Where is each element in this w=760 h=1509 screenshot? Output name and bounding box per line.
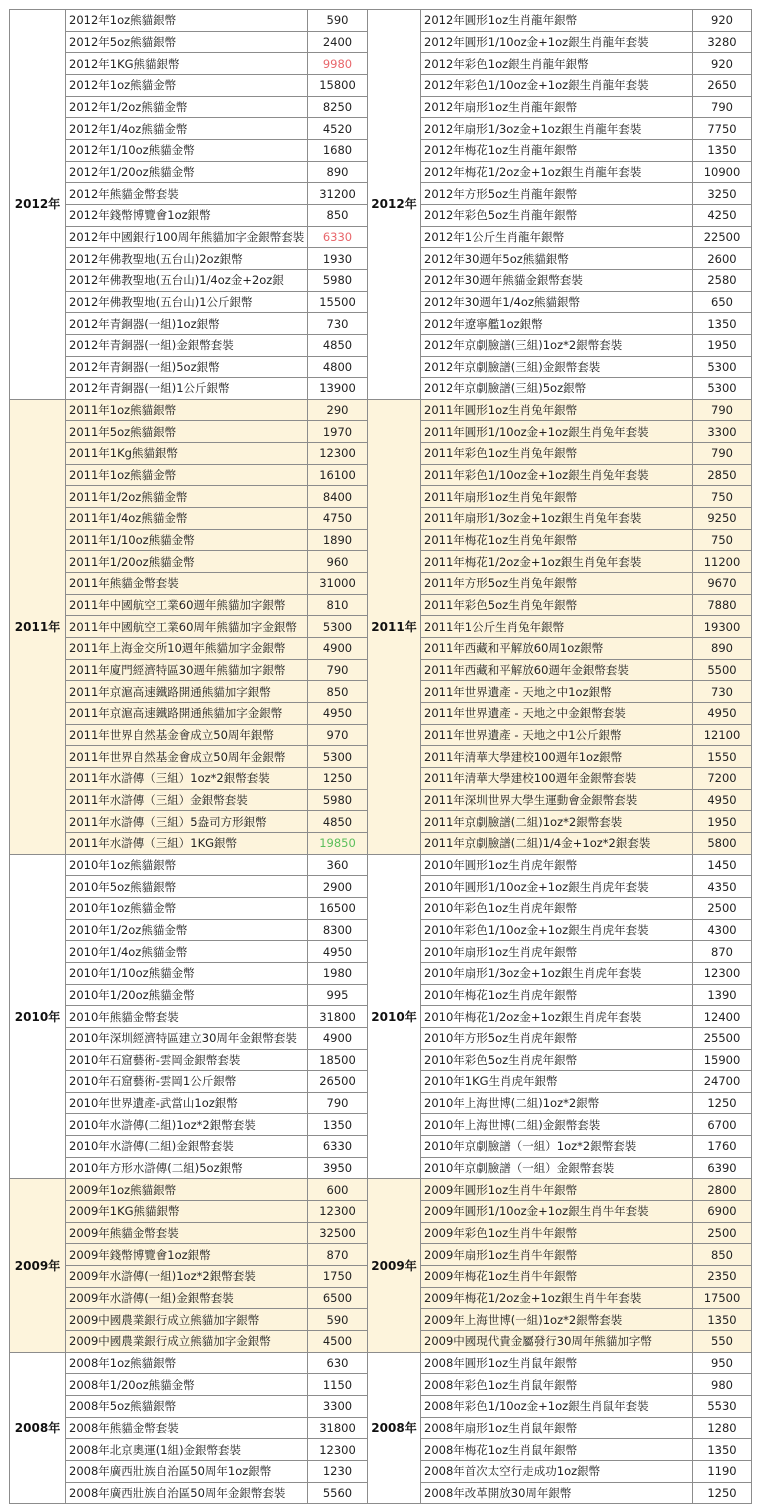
right-coin-price: 25500	[693, 1027, 752, 1049]
right-coin-price: 6700	[693, 1114, 752, 1136]
left-coin-price: 590	[308, 1309, 368, 1331]
right-coin-price: 7200	[693, 767, 752, 789]
right-coin-name: 2012年30週年1/4oz熊貓銀幣	[421, 291, 693, 313]
left-coin-price: 870	[308, 1244, 368, 1266]
left-coin-name: 2011年世界自然基金會成立50周年銀幣	[66, 724, 308, 746]
left-coin-name: 2012年1KG熊貓銀幣	[66, 53, 308, 75]
right-coin-name: 2010年梅花1/2oz金+1oz銀生肖虎年套裝	[421, 1006, 693, 1028]
table-row	[10, 1179, 752, 1201]
left-coin-price: 8400	[308, 486, 368, 508]
right-year-cell: 2009年	[368, 1179, 421, 1352]
right-coin-name: 2008年圓形1oz生肖鼠年銀幣	[421, 1352, 693, 1374]
left-coin-name: 2011年中國航空工業60周年熊貓加字金銀幣	[66, 616, 308, 638]
right-coin-name: 2011年京劇臉譜(二組)1oz*2銀幣套裝	[421, 811, 693, 833]
right-coin-name: 2012年扇形1/3oz金+1oz銀生肖龍年套裝	[421, 118, 693, 140]
right-coin-name: 2008年改革開放30周年銀幣	[421, 1482, 693, 1504]
left-coin-price: 790	[308, 1092, 368, 1114]
right-coin-price: 9250	[693, 508, 752, 530]
right-coin-price: 550	[693, 1331, 752, 1353]
left-coin-name: 2011年熊貓金幣套裝	[66, 573, 308, 595]
right-coin-price: 1760	[693, 1136, 752, 1158]
right-coin-name: 2008年彩色1/10oz金+1oz銀生肖鼠年套裝	[421, 1396, 693, 1418]
left-coin-name: 2012年1/20oz熊貓金幣	[66, 161, 308, 183]
right-coin-price: 1350	[693, 313, 752, 335]
left-coin-name: 2012年青銅器(一組)1公斤銀幣	[66, 378, 308, 400]
left-coin-name: 2008年1/20oz熊貓金幣	[66, 1374, 308, 1396]
right-coin-price: 7750	[693, 118, 752, 140]
left-coin-price: 1230	[308, 1460, 368, 1482]
left-coin-price: 5560	[308, 1482, 368, 1504]
right-year-cell: 2010年	[368, 854, 421, 1179]
left-coin-name: 2009年錢幣博覽會1oz銀幣	[66, 1244, 308, 1266]
left-coin-price: 8250	[308, 96, 368, 118]
right-coin-name: 2011年世界遺產 - 天地之中1公斤銀幣	[421, 724, 693, 746]
right-coin-price: 1350	[693, 1439, 752, 1461]
left-coin-name: 2012年1/2oz熊貓金幣	[66, 96, 308, 118]
right-coin-price: 1550	[693, 746, 752, 768]
table-row	[10, 399, 752, 421]
right-coin-name: 2010年彩色5oz生肖虎年銀幣	[421, 1049, 693, 1071]
left-coin-price: 970	[308, 724, 368, 746]
left-coin-price: 31200	[308, 183, 368, 205]
right-coin-name: 2012年京劇臉譜(三組)5oz銀幣	[421, 378, 693, 400]
left-coin-price: 4800	[308, 356, 368, 378]
right-coin-price: 1950	[693, 334, 752, 356]
left-coin-name: 2012年錢幣博覽會1oz銀幣	[66, 204, 308, 226]
right-coin-price: 12400	[693, 1006, 752, 1028]
right-coin-price: 2650	[693, 74, 752, 96]
left-coin-price: 4950	[308, 703, 368, 725]
left-coin-price: 730	[308, 313, 368, 335]
right-coin-price: 890	[693, 638, 752, 660]
left-coin-price: 630	[308, 1352, 368, 1374]
right-coin-price: 2580	[693, 269, 752, 291]
right-coin-price: 1950	[693, 811, 752, 833]
right-coin-price: 24700	[693, 1071, 752, 1093]
left-coin-name: 2011年1/2oz熊貓金幣	[66, 486, 308, 508]
left-year-cell: 2012年	[10, 10, 66, 400]
right-coin-name: 2010年圓形1/10oz金+1oz銀生肖虎年套裝	[421, 876, 693, 898]
left-coin-name: 2011年1Kg熊貓銀幣	[66, 443, 308, 465]
right-coin-name: 2008年梅花1oz生肖鼠年銀幣	[421, 1439, 693, 1461]
right-coin-price: 2800	[693, 1179, 752, 1201]
left-coin-name: 2011年水滸傳（三組）5盎司方形銀幣	[66, 811, 308, 833]
right-coin-name: 2011年世界遺產 - 天地之中金銀幣套裝	[421, 703, 693, 725]
left-coin-price: 31800	[308, 1417, 368, 1439]
right-coin-name: 2010年1KG生肖虎年銀幣	[421, 1071, 693, 1093]
left-coin-name: 2009年熊貓金幣套裝	[66, 1222, 308, 1244]
left-coin-price: 32500	[308, 1222, 368, 1244]
left-year-cell: 2010年	[10, 854, 66, 1179]
left-coin-price: 4500	[308, 1331, 368, 1353]
right-coin-name: 2011年彩色5oz生肖兔年銀幣	[421, 594, 693, 616]
left-coin-name: 2011年廈門經濟特區30週年熊貓加字銀幣	[66, 659, 308, 681]
right-coin-price: 1390	[693, 984, 752, 1006]
left-coin-name: 2011年中國航空工業60週年熊貓加字銀幣	[66, 594, 308, 616]
right-coin-name: 2009年梅花1/2oz金+1oz銀生肖牛年套裝	[421, 1287, 693, 1309]
right-coin-name: 2008年首次太空行走成功1oz銀幣	[421, 1460, 693, 1482]
left-coin-price: 3950	[308, 1157, 368, 1179]
left-coin-price: 850	[308, 204, 368, 226]
left-coin-name: 2010年石窟藝術-雲岡金銀幣套裝	[66, 1049, 308, 1071]
left-coin-name: 2009年水滸傳(一組)1oz*2銀幣套裝	[66, 1266, 308, 1288]
left-coin-name: 2010年5oz熊貓銀幣	[66, 876, 308, 898]
right-coin-price: 12100	[693, 724, 752, 746]
right-coin-price: 4350	[693, 876, 752, 898]
right-coin-price: 1250	[693, 1092, 752, 1114]
left-coin-name: 2012年佛教聖地(五台山)1公斤銀幣	[66, 291, 308, 313]
right-coin-price: 1250	[693, 1482, 752, 1504]
right-coin-name: 2011年深圳世界大學生運動會金銀幣套裝	[421, 789, 693, 811]
left-coin-name: 2010年方形水滸傳(二組)5oz銀幣	[66, 1157, 308, 1179]
right-coin-price: 15900	[693, 1049, 752, 1071]
left-coin-name: 2010年1/4oz熊貓金幣	[66, 941, 308, 963]
right-coin-name: 2011年彩色1oz生肖兔年銀幣	[421, 443, 693, 465]
left-coin-price: 1750	[308, 1266, 368, 1288]
right-coin-name: 2012年彩色5oz生肖龍年銀幣	[421, 204, 693, 226]
left-coin-name: 2012年青銅器(一組)1oz銀幣	[66, 313, 308, 335]
left-coin-price: 12300	[308, 1439, 368, 1461]
left-coin-name: 2009中國農業銀行成立熊貓加字金銀幣	[66, 1331, 308, 1353]
right-coin-name: 2010年扇形1/3oz金+1oz銀生肖虎年套裝	[421, 962, 693, 984]
right-coin-price: 1350	[693, 1309, 752, 1331]
left-coin-name: 2010年世界遺產-武當山1oz銀幣	[66, 1092, 308, 1114]
right-coin-name: 2012年京劇臉譜(三組)金銀幣套裝	[421, 356, 693, 378]
left-coin-name: 2012年1/10oz熊貓金幣	[66, 139, 308, 161]
right-coin-price: 870	[693, 941, 752, 963]
left-coin-price: 15800	[308, 74, 368, 96]
left-coin-price: 1980	[308, 962, 368, 984]
right-coin-price: 750	[693, 529, 752, 551]
right-coin-name: 2010年上海世博(二組)金銀幣套裝	[421, 1114, 693, 1136]
right-coin-name: 2011年西藏和平解放60週年金銀幣套裝	[421, 659, 693, 681]
right-coin-name: 2009年上海世博(一組)1oz*2銀幣套裝	[421, 1309, 693, 1331]
left-coin-name: 2010年1oz熊貓銀幣	[66, 854, 308, 876]
left-coin-price: 8300	[308, 919, 368, 941]
left-coin-price: 995	[308, 984, 368, 1006]
right-coin-price: 2500	[693, 897, 752, 919]
right-coin-name: 2011年世界遺產 - 天地之中1oz銀幣	[421, 681, 693, 703]
right-coin-name: 2010年京劇臉譜（一組）金銀幣套裝	[421, 1157, 693, 1179]
right-coin-price: 850	[693, 1244, 752, 1266]
right-coin-price: 2500	[693, 1222, 752, 1244]
left-coin-price: 2900	[308, 876, 368, 898]
right-year-cell: 2011年	[368, 399, 421, 854]
left-coin-price: 1890	[308, 529, 368, 551]
right-coin-name: 2010年梅花1oz生肖虎年銀幣	[421, 984, 693, 1006]
left-coin-name: 2011年1/10oz熊貓金幣	[66, 529, 308, 551]
right-coin-name: 2012年圓形1/10oz金+1oz銀生肖龍年套裝	[421, 31, 693, 53]
left-coin-name: 2011年5oz熊貓銀幣	[66, 421, 308, 443]
left-coin-price: 2400	[308, 31, 368, 53]
left-coin-price: 890	[308, 161, 368, 183]
left-coin-price: 6330	[308, 226, 368, 248]
right-coin-price: 4250	[693, 204, 752, 226]
left-coin-name: 2012年佛教聖地(五台山)1/4oz金+2oz銀	[66, 269, 308, 291]
coin-price-table	[9, 9, 752, 1504]
left-coin-price: 31000	[308, 573, 368, 595]
left-year-cell: 2008年	[10, 1352, 66, 1504]
right-coin-price: 17500	[693, 1287, 752, 1309]
left-coin-name: 2012年1oz熊貓銀幣	[66, 10, 308, 32]
left-coin-name: 2012年佛教聖地(五台山)2oz銀幣	[66, 248, 308, 270]
right-coin-price: 4950	[693, 703, 752, 725]
right-coin-name: 2011年扇形1oz生肖兔年銀幣	[421, 486, 693, 508]
right-coin-name: 2012年扇形1oz生肖龍年銀幣	[421, 96, 693, 118]
right-coin-name: 2008年彩色1oz生肖鼠年銀幣	[421, 1374, 693, 1396]
left-coin-price: 4950	[308, 941, 368, 963]
left-coin-name: 2008年廣西壯族自治區50周年1oz銀幣	[66, 1460, 308, 1482]
right-coin-price: 1190	[693, 1460, 752, 1482]
right-coin-price: 790	[693, 399, 752, 421]
left-coin-price: 18500	[308, 1049, 368, 1071]
left-coin-price: 26500	[308, 1071, 368, 1093]
left-coin-price: 5300	[308, 616, 368, 638]
left-coin-name: 2011年京滬高速鐵路開通熊貓加字銀幣	[66, 681, 308, 703]
right-coin-price: 5500	[693, 659, 752, 681]
right-coin-price: 920	[693, 53, 752, 75]
left-coin-price: 4850	[308, 334, 368, 356]
right-coin-price: 650	[693, 291, 752, 313]
right-coin-name: 2010年上海世博(二組)1oz*2銀幣	[421, 1092, 693, 1114]
right-coin-name: 2009年圓形1oz生肖牛年銀幣	[421, 1179, 693, 1201]
right-coin-price: 22500	[693, 226, 752, 248]
right-coin-name: 2012年梅花1/2oz金+1oz銀生肖龍年套裝	[421, 161, 693, 183]
left-coin-price: 790	[308, 659, 368, 681]
left-coin-name: 2012年中國銀行100周年熊貓加字金銀幣套裝	[66, 226, 308, 248]
left-coin-price: 960	[308, 551, 368, 573]
left-coin-name: 2008年熊貓金幣套裝	[66, 1417, 308, 1439]
left-coin-name: 2011年1oz熊貓銀幣	[66, 399, 308, 421]
table-row	[10, 854, 752, 876]
right-coin-name: 2009年梅花1oz生肖牛年銀幣	[421, 1266, 693, 1288]
right-coin-name: 2010年扇形1oz生肖虎年銀幣	[421, 941, 693, 963]
left-coin-name: 2011年水滸傳（三組）1oz*2銀幣套裝	[66, 767, 308, 789]
right-coin-price: 5300	[693, 356, 752, 378]
right-coin-price: 4300	[693, 919, 752, 941]
right-coin-price: 920	[693, 10, 752, 32]
left-coin-name: 2010年1/2oz熊貓金幣	[66, 919, 308, 941]
left-coin-name: 2009年1KG熊貓銀幣	[66, 1201, 308, 1223]
right-coin-name: 2012年京劇臉譜(三組)1oz*2銀幣套裝	[421, 334, 693, 356]
left-coin-name: 2009中國農業銀行成立熊貓加字銀幣	[66, 1309, 308, 1331]
left-coin-name: 2012年青銅器(一組)金銀幣套裝	[66, 334, 308, 356]
right-coin-price: 4950	[693, 789, 752, 811]
left-coin-price: 12300	[308, 1201, 368, 1223]
right-coin-price: 730	[693, 681, 752, 703]
left-coin-price: 15500	[308, 291, 368, 313]
left-coin-name: 2011年水滸傳（三組）1KG銀幣	[66, 832, 308, 854]
right-coin-name: 2009年彩色1oz生肖牛年銀幣	[421, 1222, 693, 1244]
left-coin-price: 5300	[308, 746, 368, 768]
left-coin-price: 360	[308, 854, 368, 876]
left-coin-name: 2008年北京奧運(1組)金銀幣套裝	[66, 1439, 308, 1461]
left-coin-name: 2011年世界自然基金會成立50周年金銀幣	[66, 746, 308, 768]
right-coin-price: 950	[693, 1352, 752, 1374]
right-coin-name: 2010年圓形1oz生肖虎年銀幣	[421, 854, 693, 876]
left-coin-name: 2012年1oz熊貓金幣	[66, 74, 308, 96]
right-coin-name: 2010年彩色1oz生肖虎年銀幣	[421, 897, 693, 919]
left-coin-price: 1970	[308, 421, 368, 443]
right-coin-name: 2012年30週年熊貓金銀幣套裝	[421, 269, 693, 291]
left-coin-name: 2008年1oz熊貓銀幣	[66, 1352, 308, 1374]
left-coin-price: 31800	[308, 1006, 368, 1028]
right-coin-price: 2350	[693, 1266, 752, 1288]
left-coin-price: 5980	[308, 269, 368, 291]
right-coin-name: 2011年圓形1/10oz金+1oz銀生肖兔年套裝	[421, 421, 693, 443]
table-row	[10, 1352, 752, 1374]
right-coin-name: 2011年西藏和平解放60周1oz銀幣	[421, 638, 693, 660]
right-coin-name: 2011年京劇臉譜(二組)1/4金+1oz*2銀套裝	[421, 832, 693, 854]
right-coin-name: 2011年1公斤生肖兔年銀幣	[421, 616, 693, 638]
right-coin-name: 2011年梅花1/2oz金+1oz銀生肖兔年套裝	[421, 551, 693, 573]
right-coin-price: 790	[693, 443, 752, 465]
left-coin-price: 16100	[308, 464, 368, 486]
left-coin-price: 850	[308, 681, 368, 703]
left-coin-price: 290	[308, 399, 368, 421]
left-coin-name: 2008年5oz熊貓銀幣	[66, 1396, 308, 1418]
left-coin-name: 2010年熊貓金幣套裝	[66, 1006, 308, 1028]
right-coin-price: 750	[693, 486, 752, 508]
left-coin-name: 2011年水滸傳（三組）金銀幣套裝	[66, 789, 308, 811]
right-coin-price: 6390	[693, 1157, 752, 1179]
left-coin-name: 2012年5oz熊貓銀幣	[66, 31, 308, 53]
left-coin-name: 2012年熊貓金幣套裝	[66, 183, 308, 205]
left-coin-name: 2012年1/4oz熊貓金幣	[66, 118, 308, 140]
left-coin-price: 3300	[308, 1396, 368, 1418]
left-coin-price: 1930	[308, 248, 368, 270]
left-coin-price: 1250	[308, 767, 368, 789]
table-row	[10, 10, 752, 32]
right-coin-price: 19300	[693, 616, 752, 638]
right-coin-name: 2012年梅花1oz生肖龍年銀幣	[421, 139, 693, 161]
right-coin-price: 7880	[693, 594, 752, 616]
right-coin-name: 2012年圓形1oz生肖龍年銀幣	[421, 10, 693, 32]
right-coin-name: 2008年扇形1oz生肖鼠年銀幣	[421, 1417, 693, 1439]
right-coin-name: 2011年清華大學建校100週年1oz銀幣	[421, 746, 693, 768]
left-coin-price: 6330	[308, 1136, 368, 1158]
left-coin-name: 2010年石窟藝術-雲岡1公斤銀幣	[66, 1071, 308, 1093]
right-year-cell: 2008年	[368, 1352, 421, 1504]
left-coin-name: 2010年1/10oz熊貓金幣	[66, 962, 308, 984]
left-coin-name: 2011年1oz熊貓金幣	[66, 464, 308, 486]
left-coin-price: 4850	[308, 811, 368, 833]
right-coin-name: 2012年1公斤生肖龍年銀幣	[421, 226, 693, 248]
right-coin-name: 2011年清華大學建校100週年金銀幣套裝	[421, 767, 693, 789]
right-coin-name: 2010年方形5oz生肖虎年銀幣	[421, 1027, 693, 1049]
right-coin-price: 9670	[693, 573, 752, 595]
coin-price-table-body	[10, 10, 752, 1504]
right-coin-name: 2010年京劇臉譜（一組）1oz*2銀幣套裝	[421, 1136, 693, 1158]
right-coin-price: 2850	[693, 464, 752, 486]
right-coin-price: 5300	[693, 378, 752, 400]
right-coin-price: 980	[693, 1374, 752, 1396]
right-coin-price: 790	[693, 96, 752, 118]
left-coin-name: 2010年深圳經濟特區建立30周年金銀幣套裝	[66, 1027, 308, 1049]
left-coin-price: 13900	[308, 378, 368, 400]
right-coin-name: 2012年30週年5oz熊貓銀幣	[421, 248, 693, 270]
left-coin-price: 19850	[308, 832, 368, 854]
right-year-cell: 2012年	[368, 10, 421, 400]
right-coin-price: 5530	[693, 1396, 752, 1418]
right-coin-name: 2011年扇形1/3oz金+1oz銀生肖兔年套裝	[421, 508, 693, 530]
left-coin-name: 2011年京滬高速鐵路開通熊貓加字金銀幣	[66, 703, 308, 725]
right-coin-name: 2009年扇形1oz生肖牛年銀幣	[421, 1244, 693, 1266]
right-coin-name: 2010年彩色1/10oz金+1oz銀生肖虎年套裝	[421, 919, 693, 941]
left-coin-price: 4900	[308, 638, 368, 660]
left-coin-price: 16500	[308, 897, 368, 919]
right-coin-price: 3250	[693, 183, 752, 205]
left-coin-price: 4520	[308, 118, 368, 140]
right-coin-name: 2011年方形5oz生肖兔年銀幣	[421, 573, 693, 595]
right-coin-price: 12300	[693, 962, 752, 984]
left-coin-name: 2011年1/20oz熊貓金幣	[66, 551, 308, 573]
left-coin-price: 590	[308, 10, 368, 32]
right-coin-price: 1350	[693, 139, 752, 161]
right-coin-name: 2012年遼寧艦1oz銀幣	[421, 313, 693, 335]
left-coin-name: 2010年1oz熊貓金幣	[66, 897, 308, 919]
right-coin-price: 11200	[693, 551, 752, 573]
left-coin-price: 5980	[308, 789, 368, 811]
left-coin-price: 600	[308, 1179, 368, 1201]
left-coin-price: 1680	[308, 139, 368, 161]
left-coin-name: 2010年水滸傳(二組)金銀幣套裝	[66, 1136, 308, 1158]
left-coin-name: 2011年上海金交所10週年熊貓加字金銀幣	[66, 638, 308, 660]
left-coin-price: 12300	[308, 443, 368, 465]
right-coin-name: 2012年彩色1oz銀生肖龍年銀幣	[421, 53, 693, 75]
right-coin-price: 1280	[693, 1417, 752, 1439]
left-coin-name: 2012年青銅器(一組)5oz銀幣	[66, 356, 308, 378]
left-coin-name: 2011年1/4oz熊貓金幣	[66, 508, 308, 530]
left-coin-price: 4750	[308, 508, 368, 530]
left-coin-name: 2009年1oz熊貓銀幣	[66, 1179, 308, 1201]
left-year-cell: 2009年	[10, 1179, 66, 1352]
left-coin-name: 2009年水滸傳(一組)金銀幣套裝	[66, 1287, 308, 1309]
right-coin-price: 3300	[693, 421, 752, 443]
right-coin-price: 6900	[693, 1201, 752, 1223]
right-coin-name: 2012年方形5oz生肖龍年銀幣	[421, 183, 693, 205]
left-coin-price: 1150	[308, 1374, 368, 1396]
right-coin-name: 2011年彩色1/10oz金+1oz銀生肖兔年套裝	[421, 464, 693, 486]
right-coin-name: 2011年梅花1oz生肖兔年銀幣	[421, 529, 693, 551]
right-coin-price: 3280	[693, 31, 752, 53]
right-coin-name: 2012年彩色1/10oz金+1oz銀生肖龍年套裝	[421, 74, 693, 96]
right-coin-price: 5800	[693, 832, 752, 854]
right-coin-price: 2600	[693, 248, 752, 270]
right-coin-name: 2009中國現代貴金屬發行30周年熊貓加字幣	[421, 1331, 693, 1353]
left-year-cell: 2011年	[10, 399, 66, 854]
left-coin-price: 4900	[308, 1027, 368, 1049]
left-coin-price: 6500	[308, 1287, 368, 1309]
left-coin-price: 1350	[308, 1114, 368, 1136]
left-coin-price: 810	[308, 594, 368, 616]
left-coin-name: 2010年1/20oz熊貓金幣	[66, 984, 308, 1006]
left-coin-price: 9980	[308, 53, 368, 75]
left-coin-name: 2008年廣西壯族自治區50周年金銀幣套裝	[66, 1482, 308, 1504]
right-coin-price: 1450	[693, 854, 752, 876]
right-coin-price: 10900	[693, 161, 752, 183]
right-coin-name: 2009年圓形1/10oz金+1oz銀生肖牛年套裝	[421, 1201, 693, 1223]
right-coin-name: 2011年圓形1oz生肖兔年銀幣	[421, 399, 693, 421]
left-coin-name: 2010年水滸傳(二組)1oz*2銀幣套裝	[66, 1114, 308, 1136]
